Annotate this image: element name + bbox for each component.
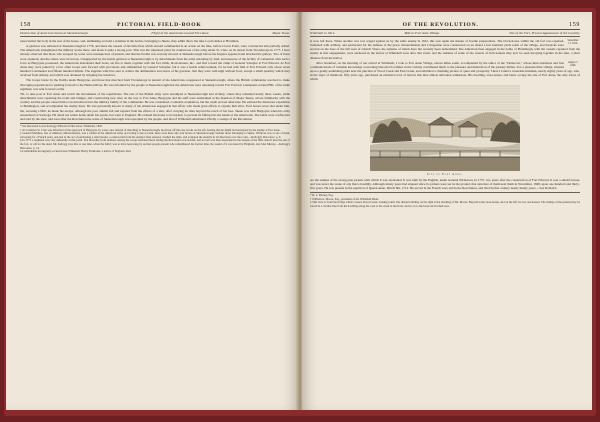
right-page-header [310,22,580,30]
subhead-left: Whitehall in 1814. [310,31,336,35]
subhead-center: Ride to Fort Anne Village. [404,31,441,35]
running-title: OF THE REVOLUTION. [402,22,479,28]
header-spacer [310,22,312,28]
footnotes [20,123,290,154]
paragraph: tones buried the body in the rear of the house, and, unthinking on bend a sideman in the barber, belonging to Skene, they admit threw the lake to join Allies at Harriman. [20,39,240,43]
footnote: § In 1771 a regiment was very unhealthy at this point. The mortality from sickness among the troops stationed there during the Revolution was fearful; and no bell was then suspended in the steeple of the little church near the site of the fort, to toll for the dead. Mr. Kellogg says that at one time, when the belfry was to have been rung by ancient people present who remembered the former time, the sound of it was heard by Brigham, and John Murray.—Kellogg's Discourse, p. 14. [20,138,290,150]
footnote: * See Reverend Lewis Kellogg's Historical Discourse, Whitehall, 1847. [20,123,103,128]
margin-note: September 11, 1814. [567,39,579,45]
right-subhead [310,30,580,37]
page-number: 158 [20,22,31,28]
subhead-right: Major Stone. [272,31,290,35]
paragraph: The troops borne by the flotilla under Burgoyne, and those that marched from Ticonderoga in pursuit of the Americans, reappeared at Skenesborough, where the British commander resolved to make thorough preparations for pushing forward to the Hudson River. He was informed by the people at Skenesborough that the Americans were retreating toward Fort Edward. Lieutenant-colonel Hill, of the ninth regiment, was sent forward on the [20,78,290,91]
footnotes [310,192,580,208]
engraving-illustration [370,85,520,171]
footnote: † At Castleton St. Clair was informed of the approach of Burgoyne by water, and, instead of marching to Skenesborough, he struck off into the woods on the left, fearing that he might be intercepted by the enemy at Fort Anne. [20,127,281,132]
subhead-left: Destruction of American Stores at Skenesborough. [20,31,89,35]
subhead-right: Site of the Fort. Present Appearance of the Locality. [509,31,580,35]
footnote: † William A. Moore, Esq., president of the Whitehall Bank. [310,196,379,201]
right-page [302,12,592,410]
paragraph: 7th, to take post at Fort Anne and watch the movements of the republicans. The rest of the British army were encamped at Skenesborough and vicinity, where they remained nearly three weeks, while detachments were repairing the roads and bridges, and constructing new ones on the way to Fort Anne. Burgoyne and his staff were entertained at the mansion of Major Skene, whose familiarity with the country and the people caused him to be introduced into the military family of the commander. He was considered a valuable acquisition, but the result proved otherwise. He advised the disastrous expedition to Bennington, and accompanied the enemy there. He was personally known to many of the Americans engaged in that affair, who made great efforts to capture him alive. Four horses were shot under him, but, securing a fifth, he made his escape, although the poor animal fell and expired from the effects of a shot, after carrying its rider beyond the reach of his foes. Skene was with Burgoyne when his army surrendered at Saratoga. He dared not return home under his parole, but went to England. He ordered his house to be burned, to prevent its falling into the hands of the Americans. The lands were confiscated and sold by the state, and soon after the Revolution the scene of Skenesborough was repeopled by the people, and that of Whitehall substituted. Hardly a vestige of the Revolution [20,91,290,121]
footnote: ‖ A remarkable incongruity occurred near Whitehall. Henry Pensioner, a native of England, died [20,149,131,154]
paragraph: After breakfast, on the morning of our arrival at Whitehall, I rode to Fort Anne Village, eleven miles south, accompanied by the editor of the "Democrat," whose kind attentions and free communications of valuable knowledge concerning historical localities in the vicinity contributed much to the pleasure and instruction of the journey thither. It is a pleasant little village, situated upon a gently undulating plain near the junction of Wood Creek and East Creek, and exhibited a charming picture of quiet and prosperity. There I found a venerable kinsman, nearly eighty years of age, who, in the vigor of manhood, fifty years ago, purchased an extensive tract of land in this then almost unbroken wilderness. His dwelling, store-house, and barns occupy the site of Fort Anne, the only traces of which [310,60,580,82]
left-page [6,12,298,410]
paragraph: are the stumps of the strong pine pickets with which it was stockaded. It was built by the English, under General Nicholson, in 1757, two years after the construction of Fort Edward. It was a small fortress, and was never the scene of any fierce hostility. Although ninety years had elapsed since its pickets were set in the ground, that structure of them next them in November, 1848, upon one hundred and thirty-five years. He was present in the rejection of Queen Anne, March 8th, 1712. He served in the French wars and in the Revolution, and lived in this country nearly ninety years.—See Roman's. [310,177,580,190]
margin-note: August 7, 1848. [567,60,579,67]
left-subhead [20,30,290,37]
paragraph: A garrison was stationed at Skenesborough in 1776, and there the vessels of the little fleet which Arnold commanded in an action on the lake, before Crown Point, were constructed and partially armed. The Americans strengthened the military works there, and made it quite a strong post. This was the stipulated point for rendezvous of the army under St. Clair, on its retreat from Ticonderoga in 1777. I have already observed that those who escaped by water were unsuspicious of pursuit, and that the flotilla was scarcely moored at Skenesborough before the frigates appeared and attacked the galleys. Two of these were captured, and the others were blown up. Unsupported by the feeble garrison at Skenesborough or by detachments from the army retreating by land, and unaware of the facility of contention with such a force as Burgoyne possessed, the Americans abandoned their boats, set fire to them, together with the fort, mills, block-houses, &c., and fled toward the camp of General Schuyler at Fort Edward. At Fort Anne they were joined by a few other troops sent forward with provisions and ammunition by General Schuyler, but it was a feeble reinforcement, for he had with him at Fort Edward only about seven hundred Continental and fifteen hundred militia. The supplies which he sent to relieve the ammunition and stores of his garrison, that they were well-nigh without food, except a small quantity which they received from Albany, and which was obtained by stripping the windows. [20,44,290,78]
footnote: ‡ This view is from the bridge which crosses Wood Creek, looking south. The distant building on the right is the dwelling of Mr. Moore. Beyond is the store-house, and on the left are two out-houses. The stumps of the pickets may be traced in a circular line from his dwelling along the road to the creek in the front, and so on to the barns and in their rear. [310,200,580,208]
header-spacer [288,22,290,28]
footnote: ‡ General Matthew, late of Amherst, Massachusetts, was a soldier in the American army. According to his account, there were then only four horses at Skenesborough, besides those belonging to Skene. While he was at one of them, surveying for a French party, and just in the act of purchasing a rebel mount, a cannon-ball from the enemy's fleet entered, crushed the table, and scattered the utensils in all directions over the room.—Kellogg's Discourse, p. 9. [20,131,290,139]
engraving-caption: Site of Fort Anne. [426,171,464,176]
footnote: * D. L. Barney, Esq. [310,193,334,198]
page-number: 159 [569,22,580,28]
landscape-engraving [370,85,520,171]
running-title: PICTORIAL FIELD-BOOK [117,22,202,28]
subhead-center: Flight of the Americans toward Fort Anne. [151,31,210,35]
left-page-header [20,22,290,30]
paragraph: is now left there. When another war was waged against us by the same enemy in 1812, this was again the theater of hostile preparations. The block-house within the old fort was repaired, furnished with artillery, and garrisoned for the defense of the place. Intrenchments and a magazine were constructed on an island a few hundred yards north of the village, and barracks were erected on the base of the hill west of Church Street, the remains of which have but recently been demolished. The American fleet engaged in the battle of Plattsburgh, with the vessels captured from the enemy in that engagement, were anchored in the harbor at Whitehall soon after that event; and the remains of some of the vessels of both nations may now be seen decaying together in the lake, a short distance from the harbor. [310,39,580,60]
